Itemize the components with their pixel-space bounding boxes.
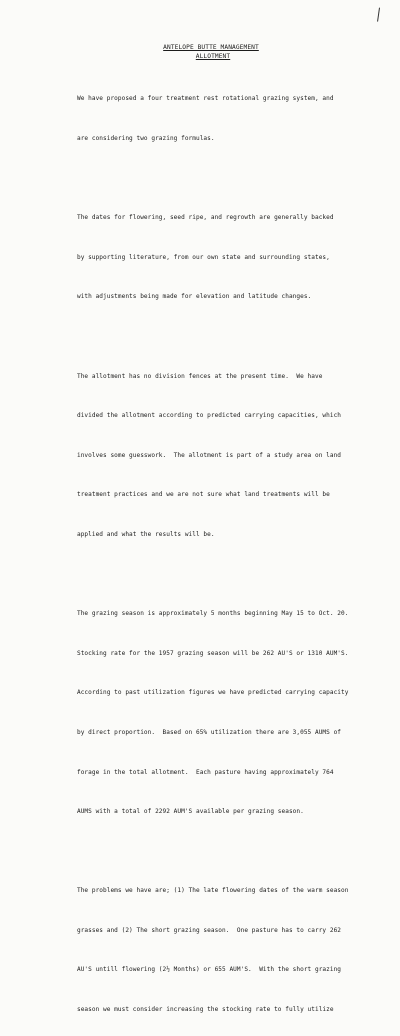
pen-mark xyxy=(377,8,386,23)
paragraph-proposal xyxy=(77,66,377,172)
paragraph-dates xyxy=(77,185,377,330)
text-line: Stocking rate for the 1957 grazing season will be 262 AU'S or 1310 AUM'S. xyxy=(77,649,349,657)
text-line: The allotment has no division fences at the present time. We have xyxy=(77,372,323,380)
text-line: forage in the total allotment. Each pasture having approximately 764 xyxy=(77,768,334,776)
text-line: According to past utilization figures we have predicted carrying capacity xyxy=(77,689,349,697)
text-line: We have proposed a four treatment rest rotational grazing system, and xyxy=(77,95,334,103)
text-line: The problems we have are; (1) The late flowering dates of the warm season xyxy=(77,887,349,895)
text-line: AUMS with a total of 2292 AUM'S available per grazing season. xyxy=(77,808,304,816)
text-line: are considering two grazing formulas. xyxy=(77,135,215,142)
document-body xyxy=(77,66,377,1036)
paragraph-grazing-season xyxy=(77,581,377,845)
text-line: by supporting literature, from our own state and surrounding states, xyxy=(77,253,330,261)
paragraph-fences xyxy=(77,343,377,567)
text-line: grasses and (2) The short grazing season. One pasture has to carry 262 xyxy=(77,926,342,934)
text-line: The grazing season is approximately 5 months beginning May 15 to Oct. 20. xyxy=(77,610,349,618)
text-line: divided the allotment according to predicted carrying capacities, which xyxy=(77,412,342,420)
text-line: AU'S untill flowering (2½ Months) or 655 AUM'S. With the short grazing xyxy=(77,966,342,974)
text-line: with adjustments being made for elevation and latitude changes. xyxy=(77,293,312,301)
text-line: treatment practices and we are not sure what land treatments will be xyxy=(77,491,330,499)
text-line: season we must consider increasing the stocking rate to fully utilize xyxy=(77,1006,334,1014)
title-line-1: ANTELOPE BUTTE MANAGEMENT xyxy=(163,44,259,51)
text-line: involves some guesswork. The allotment is part of a study area on land xyxy=(77,451,342,459)
text-line: applied and what the results will be. xyxy=(77,530,215,538)
document-title xyxy=(0,44,400,61)
text-line: by direct proportion. Based on 65% utilization there are 3,055 AUMS of xyxy=(77,728,342,736)
paragraph-problems xyxy=(77,858,377,1036)
text-line: The dates for flowering, seed ripe, and regrowth are generally backed xyxy=(77,214,334,222)
title-line-2: ALLOTMENT xyxy=(195,52,231,60)
